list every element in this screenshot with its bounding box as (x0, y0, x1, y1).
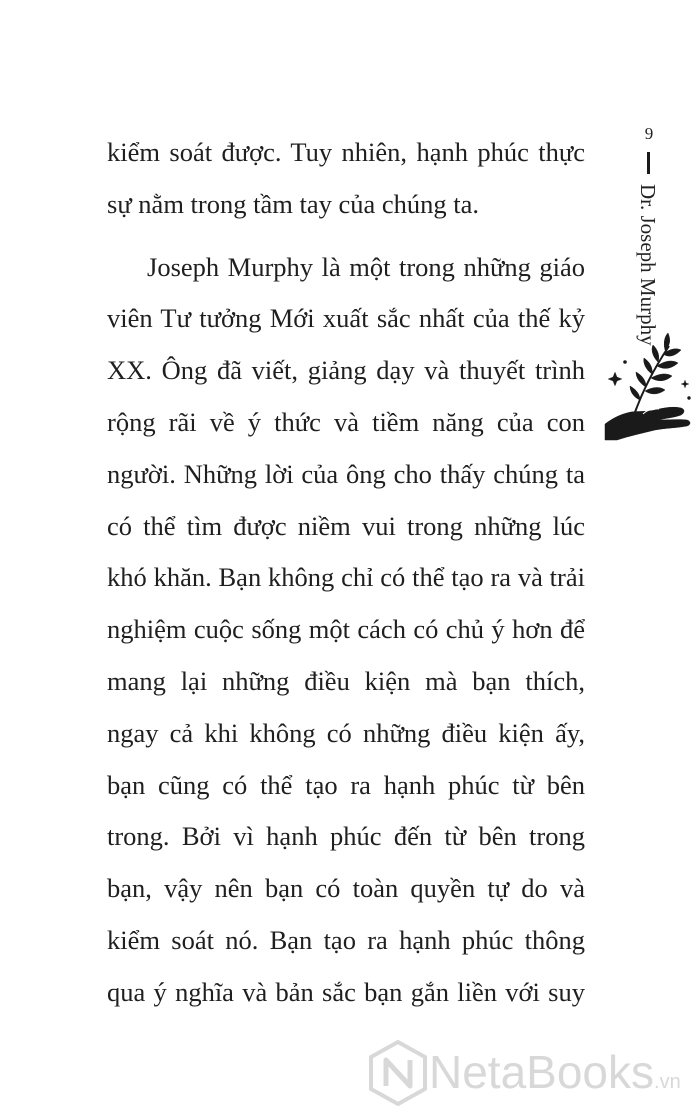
netabooks-logo-icon (367, 1040, 429, 1106)
running-head: Dr. Joseph Murphy (636, 184, 660, 346)
watermark-text (429, 1046, 681, 1108)
paragraph: kiểm soát được. Tuy nhiên, hạnh phúc thực sự nằm trong tầm tay của chúng ta. (107, 137, 585, 219)
body-text (107, 127, 585, 1019)
watermark-suffix: .vn (654, 1071, 681, 1093)
divider (647, 152, 650, 174)
hand-holding-leaf-icon (603, 332, 693, 442)
side-margin (603, 124, 693, 444)
watermark (367, 1040, 697, 1110)
watermark-brand: NetaBooks (429, 1046, 655, 1098)
page-number: 9 (644, 124, 654, 143)
paragraph: Joseph Murphy là một trong những giáo viên Tư tưởng Mới xuất sắc nhất của thế kỷ XX. Ông đã viết, giảng dạy và thuyết trình rộng rãi về ý thức và tiềm năng của con người. Những lời của ông cho thấy chúng ta có thể tìm được niềm vui trong những lúc khó khăn. Bạn không chỉ có thể tạo ra và trải nghiệm cuộc sống một cách có chủ ý hơn để mang lại những điều kiện mà bạn thích, ngay cả khi không có những điều kiện ấy, bạn cũng có thể tạo ra hạnh phúc từ bên trong. Bởi vì hạnh phúc đến từ bên trong bạn, vậy nên bạn có toàn quyền tự do và kiểm soát nó. Bạn tạo ra hạnh phúc thông qua ý nghĩa và bản sắc bạn gắn liền với suy (107, 251, 585, 1007)
